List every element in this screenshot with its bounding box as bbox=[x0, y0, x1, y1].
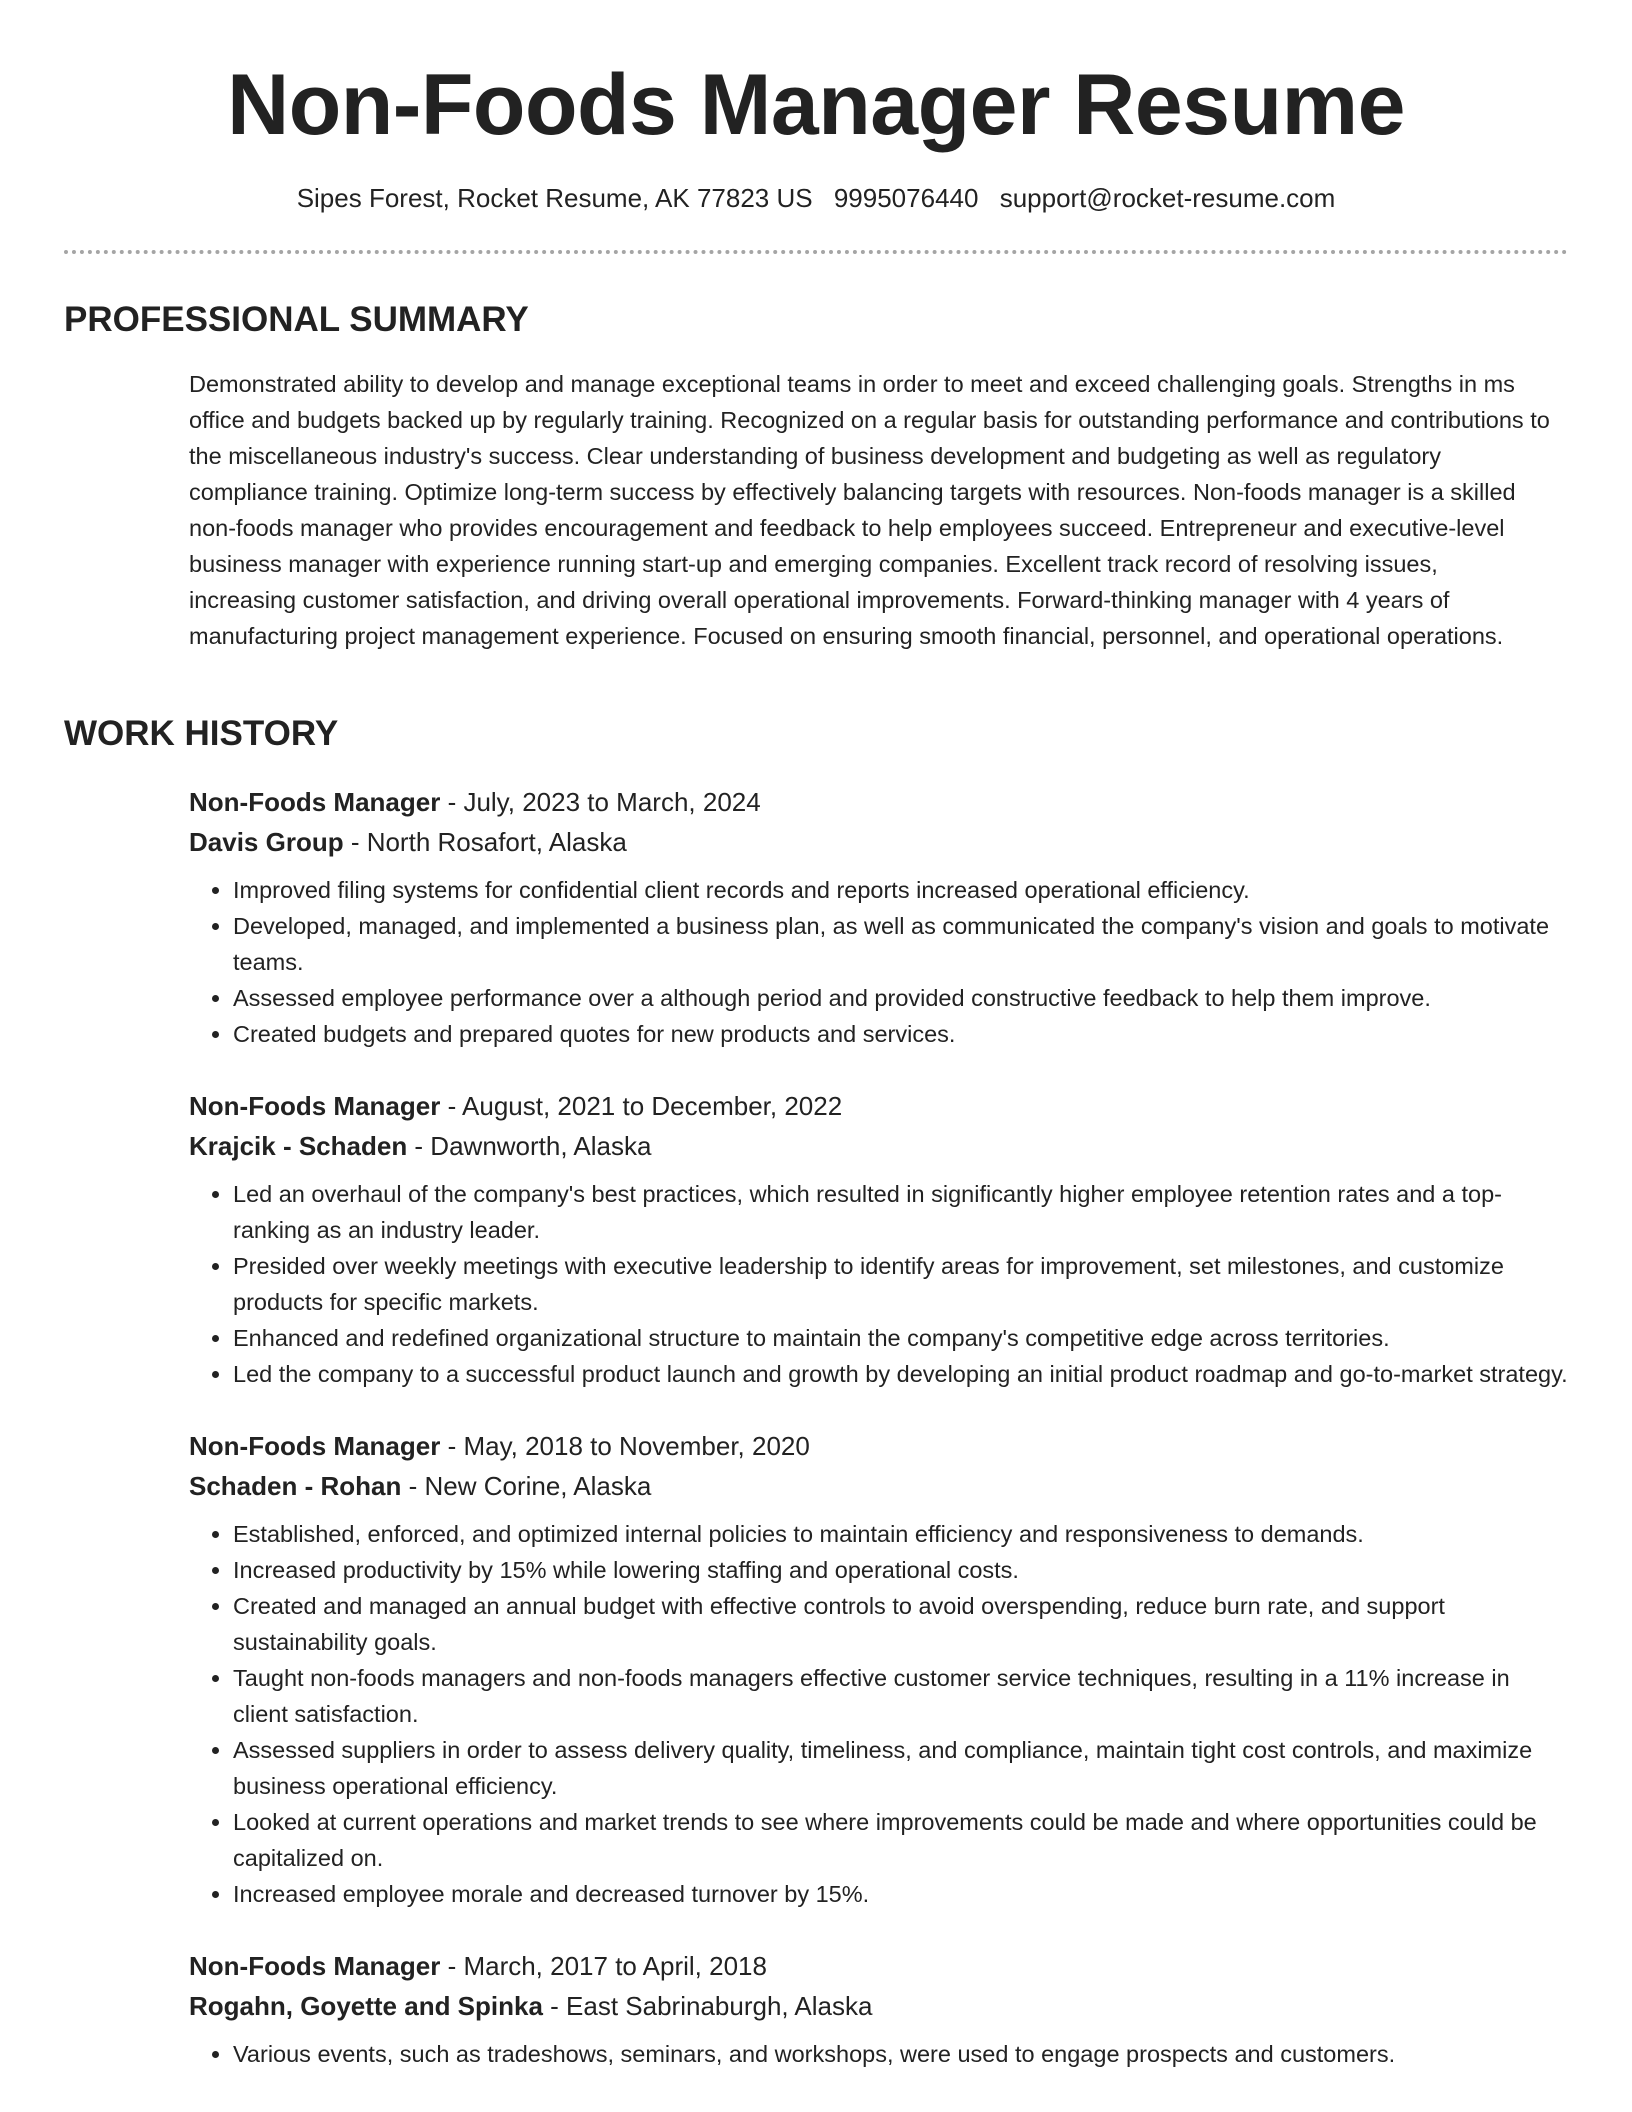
job-bullets bbox=[189, 1176, 1569, 1392]
job-entry bbox=[189, 782, 1569, 1052]
job-title-line bbox=[189, 1086, 1569, 1126]
contact-info bbox=[0, 178, 1632, 218]
job-company-line bbox=[189, 1126, 1569, 1166]
header-divider bbox=[64, 250, 1568, 254]
contact-email: support@rocket-resume.com bbox=[999, 183, 1336, 213]
job-bullet: • Established, enforced, and optimized internal policies to maintain efficiency and responsiveness to demands. bbox=[233, 1516, 1569, 1552]
job-entry bbox=[189, 1946, 1569, 2072]
job-entry bbox=[189, 1426, 1569, 1912]
resume-title: Non-Foods Manager Resume bbox=[227, 57, 1405, 153]
job-bullet: • Various events, such as tradeshows, seminars, and workshops, were used to engage prospects and customers. bbox=[233, 2036, 1569, 2072]
job-location: - New Corine, Alaska bbox=[401, 1471, 652, 1501]
job-bullet: • Presided over weekly meetings with executive leadership to identify areas for improvement, set milestones, and customize products for specific markets. bbox=[233, 1248, 1569, 1320]
job-bullet: • Enhanced and redefined organizational structure to maintain the company's competitive edge across territories. bbox=[233, 1320, 1569, 1356]
job-company: Davis Group bbox=[189, 827, 344, 857]
job-location: - Dawnworth, Alaska bbox=[407, 1131, 652, 1161]
job-dates: - March, 2017 to April, 2018 bbox=[440, 1951, 767, 1981]
job-bullet: • Led an overhaul of the company's best practices, which resulted in significantly higher employee retention rates and a top-ranking as an industry leader. bbox=[233, 1176, 1569, 1248]
job-location: - North Rosafort, Alaska bbox=[343, 827, 627, 857]
job-bullet: • Increased employee morale and decreased turnover by 15%. bbox=[233, 1876, 1569, 1912]
job-title-line bbox=[189, 1426, 1569, 1466]
contact-phone: 9995076440 bbox=[833, 183, 979, 213]
summary-heading: PROFESSIONAL SUMMARY bbox=[64, 300, 529, 339]
job-company: Krajcik - Schaden bbox=[189, 1131, 408, 1161]
job-company-line bbox=[189, 1466, 1569, 1506]
job-title: Non-Foods Manager bbox=[189, 1091, 441, 1121]
job-bullet: • Assessed suppliers in order to assess delivery quality, timeliness, and compliance, maintain tight cost controls, and maximize business operational efficiency. bbox=[233, 1732, 1569, 1804]
job-company: Rogahn, Goyette and Spinka bbox=[189, 1991, 543, 2021]
job-company: Schaden - Rohan bbox=[189, 1471, 402, 1501]
job-title-line bbox=[189, 1946, 1569, 1986]
job-bullets bbox=[189, 872, 1569, 1052]
job-title-line bbox=[189, 782, 1569, 822]
contact-address: Sipes Forest, Rocket Resume, AK 77823 US bbox=[296, 183, 813, 213]
work-history-list bbox=[189, 782, 1569, 2106]
job-bullet: • Assessed employee performance over a although period and provided constructive feedback to help them improve. bbox=[233, 980, 1569, 1016]
job-dates: - May, 2018 to November, 2020 bbox=[440, 1431, 810, 1461]
job-bullet: • Increased productivity by 15% while lowering staffing and operational costs. bbox=[233, 1552, 1569, 1588]
job-bullet: • Looked at current operations and market trends to see where improvements could be made and where opportunities could be capitalized on. bbox=[233, 1804, 1569, 1876]
job-company-line bbox=[189, 1986, 1569, 2026]
job-bullet: • Created budgets and prepared quotes for new products and services. bbox=[233, 1016, 1569, 1052]
job-bullets bbox=[189, 2036, 1569, 2072]
job-bullet: • Developed, managed, and implemented a business plan, as well as communicated the company's vision and goals to motivate teams. bbox=[233, 908, 1569, 980]
job-bullet: • Taught non-foods managers and non-foods managers effective customer service techniques, resulting in a 11% increase in client satisfaction. bbox=[233, 1660, 1569, 1732]
job-bullet: • Led the company to a successful product launch and growth by developing an initial product roadmap and go-to-market strategy. bbox=[233, 1356, 1569, 1392]
job-title: Non-Foods Manager bbox=[189, 1431, 441, 1461]
job-dates: - July, 2023 to March, 2024 bbox=[440, 787, 761, 817]
job-bullet: • Created and managed an annual budget with effective controls to avoid overspending, reduce burn rate, and support sustainability goals. bbox=[233, 1588, 1569, 1660]
job-bullet: • Improved filing systems for confidential client records and reports increased operational efficiency. bbox=[233, 872, 1569, 908]
job-bullets bbox=[189, 1516, 1569, 1912]
job-dates: - August, 2021 to December, 2022 bbox=[440, 1091, 843, 1121]
job-title: Non-Foods Manager bbox=[189, 787, 441, 817]
summary-text: Demonstrated ability to develop and manage exceptional teams in order to meet and exceed challenging goals. Strengths in ms office and budgets backed up by regularly training. Recognized on a regular basis for outstanding performance and contributions to the miscellaneous industry's success. Clear understanding of business development and budgeting as well as regulatory compliance training. Optimize long-term success by effectively balancing targets with resources. Non-foods manager is a skilled non-foods manager who provides encouragement and feedback to help employees succeed. Entrepreneur and executive-level business manager with experience running start-up and emerging companies. Excellent track record of resolving issues, increasing customer satisfaction, and driving overall operational improvements. Forward-thinking manager with 4 years of manufacturing project management experience. Focused on ensuring smooth financial, personnel, and operational operations. bbox=[189, 371, 1550, 649]
job-company-line bbox=[189, 822, 1569, 862]
job-entry bbox=[189, 1086, 1569, 1392]
job-title: Non-Foods Manager bbox=[189, 1951, 441, 1981]
job-location: - East Sabrinaburgh, Alaska bbox=[542, 1991, 873, 2021]
work-history-heading: WORK HISTORY bbox=[64, 714, 339, 753]
